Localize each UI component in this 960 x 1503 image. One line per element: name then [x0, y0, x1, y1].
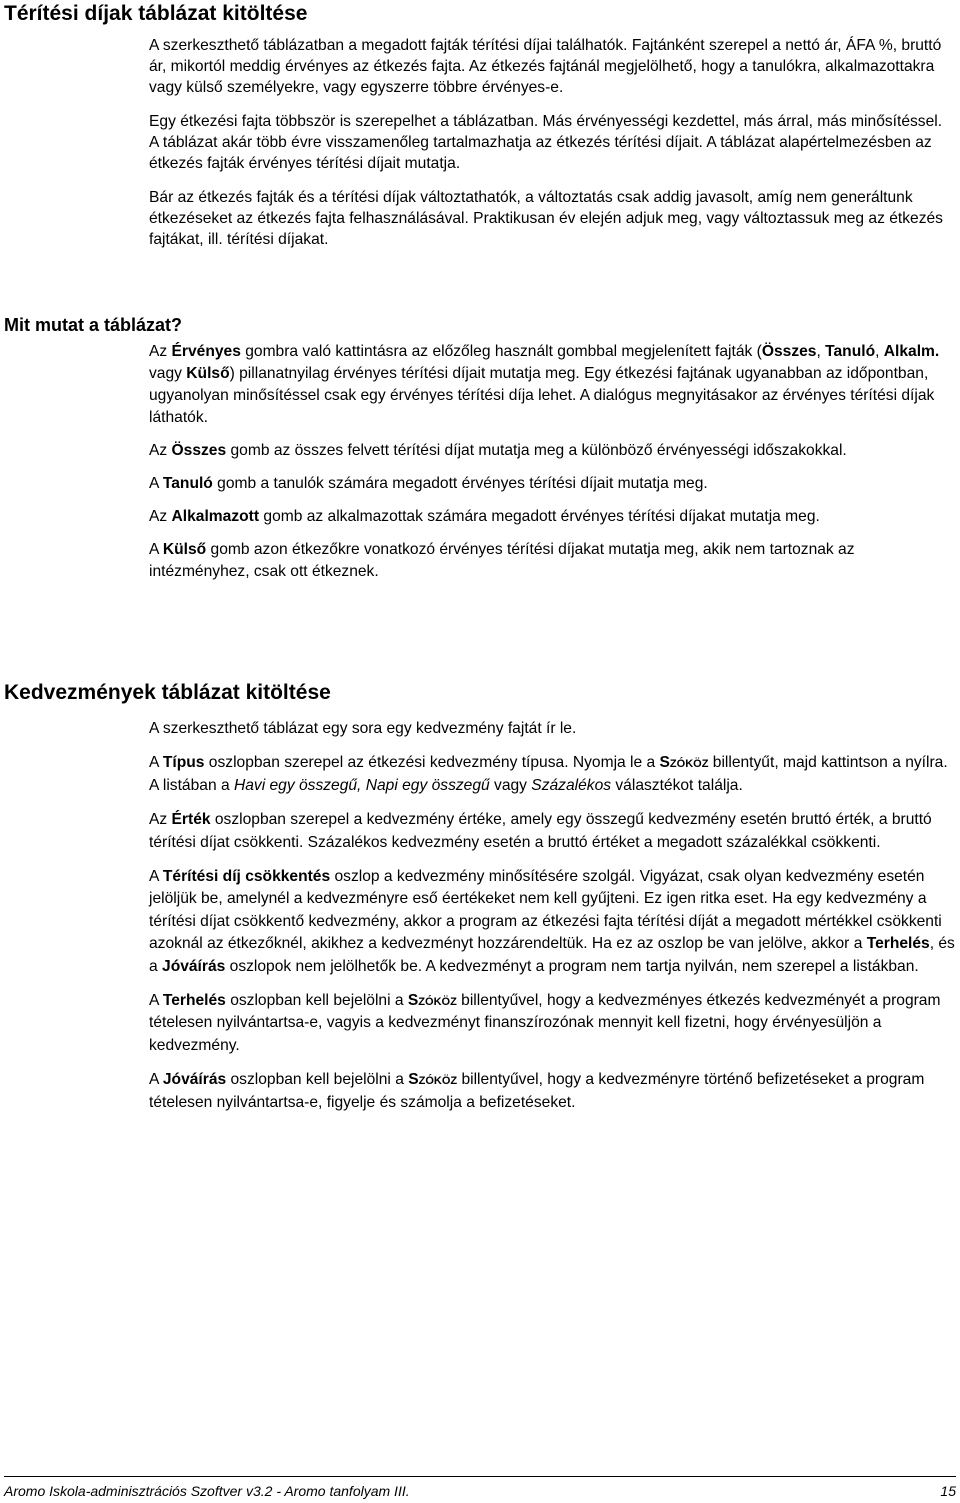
paragraph: Az Összes gomb az összes felvett térítési díjat mutatja meg a különböző érvényességi időszakokkal. [149, 442, 847, 459]
paragraph: A szerkeszthető táblázat egy sora egy kedvezmény fajtát ír le. [149, 720, 577, 737]
paragraph: A Térítési díj csökkentés oszlop a kedvezmény minősítésére szolgál. Vigyázat, csak olyan kedvezmény esetén jelöljük be, amelynél a kedvezményre eső éertékeket nem kell gyűjteni. Ez igen ritka eset. Ha egy kedvezmény a térítési díjat csökkentő kedvezmény, akkor a program az étkezési fajta térítési díját a megadott mértékkel csökkenti azoknál az étkezőknél, akikhez a kedvezményt hozzárendeltük. Ha ez az oszlop be van jelölve, akkor a Terhelés, és a Jóváírás oszlopok nem jelölhetők be. A kedvezményt a program nem tartja nyilván, nem szerepel a listákban. [149, 868, 955, 975]
section-title-kedvezmenyek: Kedvezmények táblázat kitöltése [4, 681, 331, 704]
footer-divider [4, 1476, 956, 1477]
paragraph: Az Érték oszlopban szerepel a kedvezmény értéke, amely egy összegű kedvezmény esetén bruttó érték, a bruttó térítési díjat csökkenti. Százalékos kedvezmény esetén a bruttó értéket a megadott százalékkal csökkenti. [149, 811, 932, 851]
paragraph: A Külső gomb azon étkezőkre vonatkozó érvényes térítési díjakat mutatja meg, akik nem tartoznak az intézményhez, csak ott étkeznek. [149, 541, 855, 580]
paragraph: A Tanuló gomb a tanulók számára megadott érvényes térítési díjait mutatja meg. [149, 475, 708, 492]
section-body-kedvezmenyek [149, 718, 955, 1126]
paragraph: A Terhelés oszlopban kell bejelölni a Szóköz billentyűvel, hogy a kedvezményes étkezés kedvezményét a program tételesen nyilvántartsa-e, vagyis a kedvezményt finanszírozónak mennyit kell fizetni, hogy érvényesüljön a kedvezmény. [149, 992, 941, 1054]
paragraph: A Jóváírás oszlopban kell bejelölni a Szóköz billentyűvel, hogy a kedvezményre történő befizetéseket a program tételesen nyilvántartsa-e, figyelje és számolja a befizetéseket. [149, 1071, 925, 1111]
paragraph: Az Alkalmazott gomb az alkalmazottak számára megadott érvényes térítési díjakat mutatja meg. [149, 508, 820, 525]
section-title-terites: Térítési díjak táblázat kitöltése [4, 2, 308, 25]
paragraph: A Típus oszlopban szerepel az étkezési kedvezmény típusa. Nyomja le a Szóköz billentyűt, majd kattintson a nyílra. A listában a Havi egy összegű, Napi egy összegű vagy Százalékos választékot találja. [149, 754, 948, 794]
key-name: Szóköz [407, 992, 457, 1010]
section-title-mit-mutat: Mit mutat a táblázat? [4, 315, 183, 335]
paragraph: Bár az étkezés fajták és a térítési díjak változtathatók, a változtatás csak addig javasolt, amíg nem generáltunk étkezéseket az étkezés fajta felhasználásával. Praktikusan év elején adjuk meg, vagy változtassuk meg az étkezés fajtákat, ill. térítési díjakat. [149, 189, 943, 248]
section-body-mit-mutat [149, 341, 955, 594]
key-name: Szóköz [408, 1071, 458, 1089]
paragraph: A szerkeszthető táblázatban a megadott fajták térítési díjai találhatók. Fajtánként szerepel a nettó ár, ÁFA %, bruttó ár, mikortól meddig érvényes az étkezés fajta. Az étkezés fajtánál megjelölhető, hogy a tanulókra, alkalmazottakra vagy külső személyekre, vagy egyszerre többre érvényes-e. [149, 37, 942, 96]
footer-title: Aromo Iskola-adminisztrációs Szoftver v3.2 - Aromo tanfolyam III. [4, 1483, 410, 1499]
section-body-terites [149, 35, 955, 263]
paragraph: Egy étkezési fajta többször is szerepelhet a táblázatban. Más érvényességi kezdettel, más árral, más minősítéssel. A táblázat akár több évre visszamenőleg tartalmazhatja az étkezés térítési díjait. A táblázat alapértelmezésben az étkezés fajták érvényes térítési díjait mutatja. [149, 113, 943, 172]
paragraph: Az Érvényes gombra való kattintásra az előzőleg használt gombbal megjelenített fajták (Összes, Tanuló, Alkalm. vagy Külső) pillanatnyilag érvényes térítési díjait mutatja meg. Egy étkezési fajtának ugyanabban az időpontban, ugyanolyan minősítéssel csak egy érvényes térítési díja lehet. A dialógus megnyitásakor az érvényes térítési díjak láthatók. [149, 343, 940, 426]
key-name: Szóköz [659, 754, 709, 772]
page-number: 15 [940, 1483, 956, 1499]
